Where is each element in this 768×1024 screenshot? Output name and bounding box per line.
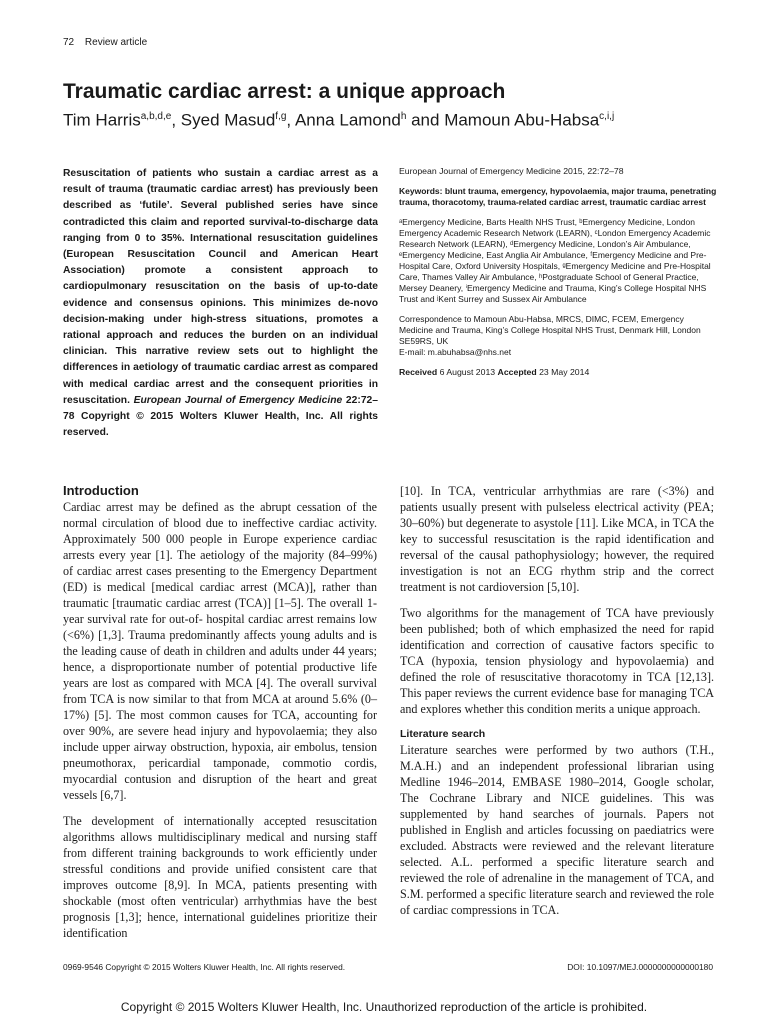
keywords-label: Keywords: <box>399 186 443 196</box>
author-name: Tim Harris <box>63 110 141 130</box>
article-metadata <box>399 166 719 387</box>
paragraph: Literature searches were performed by two authors (T.H., M.A.H.) and an independent professional librarian using Medline 1946–2014, EMBASE 1980–2014, Google scholar, The Cochrane Library and NICE guidelines. This was supplemented by hand searches of journals. Papers not published in English and articles focussing on paediatrics were excluded. Abstracts were reviewed and the relevant literature selected. A.L. performed a specific literature search and reviewed the role of adrenaline in the management of TCA, and S.M. performed a specific literature search and reviewed the role of cardiac compressions in TCA. <box>400 743 714 917</box>
page-number: 72 <box>63 37 75 48</box>
received-label: Received <box>399 367 438 377</box>
keywords <box>399 186 719 208</box>
author-name: Mamoun Abu-Habsa <box>444 110 600 130</box>
page-header <box>63 37 147 48</box>
introduction-heading: Introduction <box>63 483 139 498</box>
paragraph: Cardiac arrest may be defined as the abrupt cessation of the normal circulation of blood due to ineffective cardiac activity. Approximately 500 000 people in Europe experience cardiac arrests every year [1]. The aetiology of the majority (84–99%) of cardiac arrest cases presenting to the Emergency Department (ED) is medical [medical cardiac arrest (MCA)], rather than traumatic [traumatic cardiac arrest (TCA)] [1–5]. The overall 1-year survival rate for out-of- hospital cardiac arrest remains low (<6%) [1,3]. Trauma predominantly affects young adults and is the leading cause of death in children and adults under 44 years; hence, a disproportionate number of potential productive life years are lost as compared with MCA [4]. The overall survival from TCA is now similar to that from MCA at around 5.6% (0–17%) [5]. The most common causes for TCA, accounting for over 90%, are severe head injury and hypovolaemia; they also include upper airway obstruction, hypoxia, air embolus, tension pneumothorax, pericardial tamponade, commotio cordis, myocardial contusion and disruption of the heart and great vessels [6,7]. <box>63 500 377 802</box>
paragraph: [10]. In TCA, ventricular arrhythmias are rare (<3%) and patients usually present with pulseless electrical activity (PEA; 30–60%) but degenerate to asystole [11]. Like MCA, in TCA the key to successful resuscitation is the rapid identification and reversal of the causal pathophysiology; however, the required investigation is not an ECG rhythm strip and the correct treatment is not cardioversion [5,10]. <box>400 484 714 594</box>
accepted-date: 23 May 2014 <box>536 367 590 377</box>
copyright-notice: Copyright © 2015 Wolters Kluwer Health, Inc. Unauthorized reproduction of the article is prohibited. <box>120 1000 648 1014</box>
author-affiliation: c,i,j <box>599 111 615 122</box>
author-affiliation: a,b,d,e <box>140 111 172 122</box>
paragraph: Two algorithms for the management of TCA have previously been published; both of which emphasized the need for rapid identification and correction of causative factors specific to TCA (hypoxia, tension physiology and hypovolaemia) and defined the role of resuscitative thoracotomy in TCA [12,13]. This paper reviews the current evidence base for managing TCA and explores whether this condition merits a unique approach. <box>400 606 714 716</box>
author-affiliation: h <box>400 111 407 122</box>
author-separator: , <box>286 110 295 130</box>
abstract-text: Resuscitation of patients who sustain a cardiac arrest as a result of trauma (traumatic cardiac arrest) has previously been described as ‘futile’. Several published series have since contradicted this claim and reported survival-to-discharge data ranging from 0 to 35%. International resuscitation guidelines (European Resuscitation Council and American Heart Association) promote a consistent approach to cardiopulmonary resuscitation on the basis of up-to-date evidence and consensus opinions. This minimizes de-novo decision-making under high-stress situations, promotes a rational approach and reduces the burden on an individual clinician. This narrative review sets out to highlight the differences in aetiology of traumatic cardiac arrest as compared with medical cardiac arrest and the consequent priorities in resuscitation. <box>63 168 378 406</box>
accepted-label: Accepted <box>497 367 537 377</box>
paragraph: The development of internationally accepted resuscitation algorithms allows multidisciplinary medical and nursing staff from different training backgrounds to work efficiently under stressful conditions and provide unified consistent care that improves outcome [8,9]. In MCA, patients presenting with shockable (most often ventricular) arrhythmias have the best prognosis [1,3]; hence, international guidelines prioritize their identification <box>63 814 377 940</box>
affiliations: ᵃEmergency Medicine, Barts Health NHS Trust, ᵇEmergency Medicine, London Emergency Academic Research Network (LEARN), ᶜLondon Emergency Academic Research Network (LEARN), ᵈEmergency Medicine, London’s Air Ambulance, ᵉEmergency Medicine, East Anglia Air Ambulance, ᶠEmergency Medicine and Pre-Hospital Care, Oxford University Hospitals, ᵍEmergency Medicine and Pre-Hospital Care, Thames Valley Air Ambulance, ʰPostgraduate School of General Practice, Mersey Deanery, ⁱEmergency Medicine and Trauma, King’s College Hospital NHS Trust and ʲKent Surrey and Sussex Air Ambulance <box>399 217 711 304</box>
author-name: Syed Masud <box>180 110 276 130</box>
abstract-citation-rest: 22:72–78 Copyright © 2015 Wolters Kluwer Health, Inc. All rights reserved. <box>63 394 378 439</box>
literature-search-heading: Literature search <box>400 728 486 740</box>
section-label: Review article <box>84 37 148 48</box>
email-link[interactable]: E-mail: m.abuhabsa@nhs.net <box>399 347 512 357</box>
author-affiliation: f,g <box>275 111 287 122</box>
author-separator: and <box>406 110 445 130</box>
journal-volume: 2015, 22:72–78 <box>560 166 624 176</box>
author-name: Anna Lamond <box>294 110 401 130</box>
received-date: 6 August 2013 <box>437 367 498 377</box>
abstract-citation-journal: European Journal of Emergency Medicine <box>133 394 343 406</box>
correspondence <box>399 314 719 358</box>
footer-doi[interactable]: DOI: 10.1097/MEJ.0000000000000180 <box>567 962 713 972</box>
body-column-left <box>63 482 377 951</box>
dates <box>399 367 719 378</box>
author-list <box>63 106 614 132</box>
author-separator: , <box>171 110 181 130</box>
abstract <box>63 166 378 441</box>
footer-copyright: 0969-9546 Copyright © 2015 Wolters Kluwer Health, Inc. All rights reserved. <box>63 962 346 972</box>
keywords-text: blunt trauma, emergency, hypovolaemia, major trauma, penetrating trauma, thoracotomy, trauma-related cardiac arrest, traumatic cardiac arrest <box>399 186 717 207</box>
article-title: Traumatic cardiac arrest: a unique approach <box>63 80 506 103</box>
body-column-right <box>400 483 714 928</box>
correspondence-text: Correspondence to Mamoun Abu-Habsa, MRCS, DIMC, FCEM, Emergency Medicine and Trauma, King’s College Hospital NHS Trust, Denmark Hill, London SE59RS, UK <box>399 314 701 346</box>
journal-name: European Journal of Emergency Medicine <box>399 166 561 176</box>
journal-reference <box>399 166 719 177</box>
